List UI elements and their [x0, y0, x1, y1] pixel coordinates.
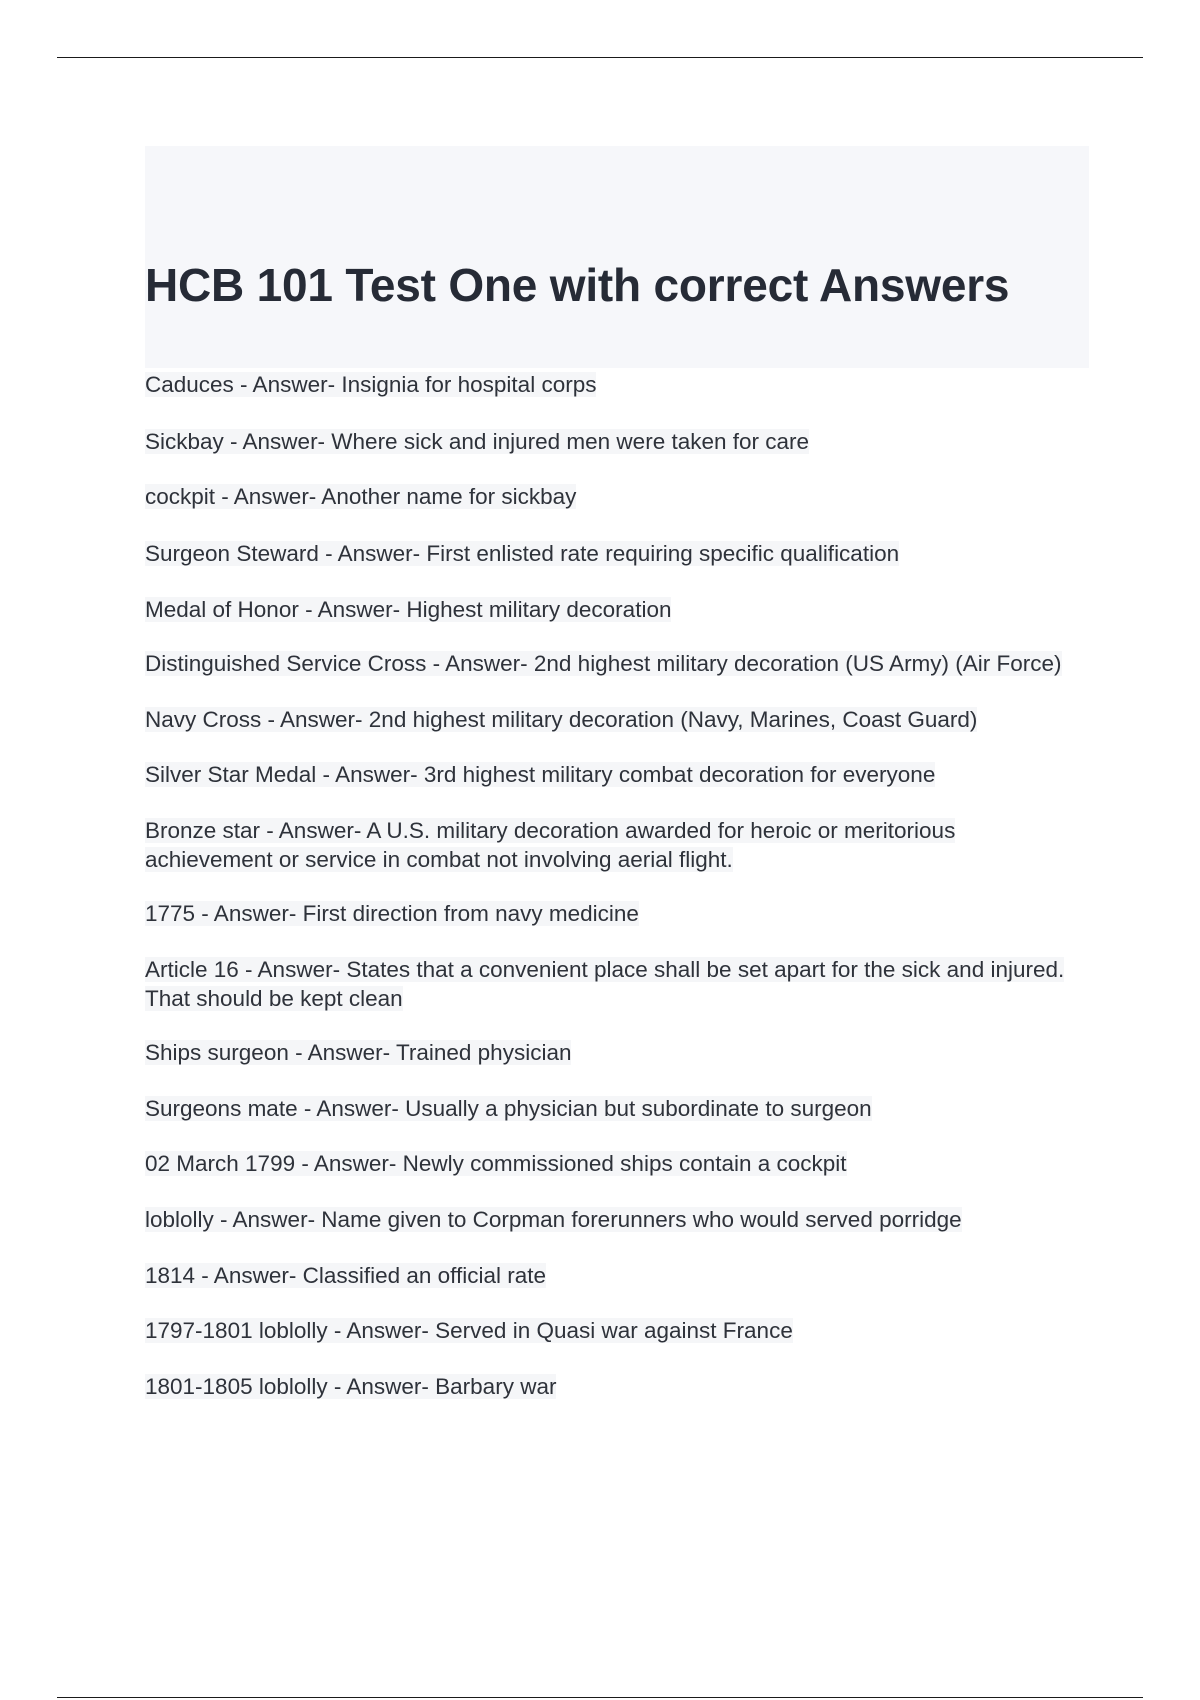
qa-item — [145, 1316, 1085, 1345]
qa-item — [145, 1205, 1085, 1234]
qa-item-text: Article 16 - Answer- States that a convenient place shall be set apart for the sick and injured. That should be kept clean — [145, 957, 1065, 1011]
qa-item-text: 1797-1801 loblolly - Answer- Served in Quasi war against France — [145, 1318, 793, 1343]
document-title: HCB 101 Test One with correct Answers — [145, 259, 1010, 311]
qa-item-text: loblolly - Answer- Name given to Corpman forerunners who would served porridge — [145, 1207, 962, 1232]
qa-item-text: 02 March 1799 - Answer- Newly commissioned ships contain a cockpit — [145, 1151, 847, 1176]
qa-item-text: Surgeon Steward - Answer- First enlisted rate requiring specific qualification — [145, 541, 900, 566]
qa-item — [145, 1038, 1085, 1067]
page-bottom-rule — [57, 1697, 1143, 1698]
qa-item — [145, 955, 1085, 1013]
qa-list — [145, 368, 1085, 1401]
qa-item — [145, 816, 1085, 874]
qa-item — [145, 705, 1085, 734]
qa-item — [145, 1149, 1085, 1178]
page-top-rule — [57, 57, 1143, 58]
qa-item — [145, 370, 1085, 399]
qa-item-text: 1801-1805 loblolly - Answer- Barbary war — [145, 1374, 557, 1399]
qa-item — [145, 1372, 1085, 1401]
qa-item-text: Caduces - Answer- Insignia for hospital corps — [145, 372, 597, 397]
qa-item-text: cockpit - Answer- Another name for sickbay — [145, 484, 577, 509]
qa-item — [145, 539, 1085, 568]
qa-item-text: Navy Cross - Answer- 2nd highest military decoration (Navy, Marines, Coast Guard) — [145, 707, 978, 732]
qa-item-text: Surgeons mate - Answer- Usually a physician but subordinate to surgeon — [145, 1096, 872, 1121]
qa-item — [145, 899, 1085, 928]
qa-item — [145, 649, 1085, 678]
qa-item — [145, 1094, 1085, 1123]
qa-item-text: 1814 - Answer- Classified an official rate — [145, 1263, 547, 1288]
qa-item-text: Bronze star - Answer- A U.S. military decoration awarded for heroic or meritorious achievement or service in combat not involving aerial flight. — [145, 818, 956, 872]
qa-item-text: Sickbay - Answer- Where sick and injured men were taken for care — [145, 429, 810, 454]
qa-item — [145, 427, 1085, 456]
qa-item-text: Ships surgeon - Answer- Trained physician — [145, 1040, 572, 1065]
qa-item — [145, 482, 1085, 511]
qa-item-text: Distinguished Service Cross - Answer- 2nd highest military decoration (US Army) (Air Force) — [145, 651, 1062, 676]
qa-item — [145, 760, 1085, 789]
qa-item — [145, 1261, 1085, 1290]
qa-item-text: Medal of Honor - Answer- Highest military decoration — [145, 597, 672, 622]
qa-item — [145, 595, 1085, 624]
qa-item-text: Silver Star Medal - Answer- 3rd highest military combat decoration for everyone — [145, 762, 936, 787]
qa-item-text: 1775 - Answer- First direction from navy medicine — [145, 901, 639, 926]
